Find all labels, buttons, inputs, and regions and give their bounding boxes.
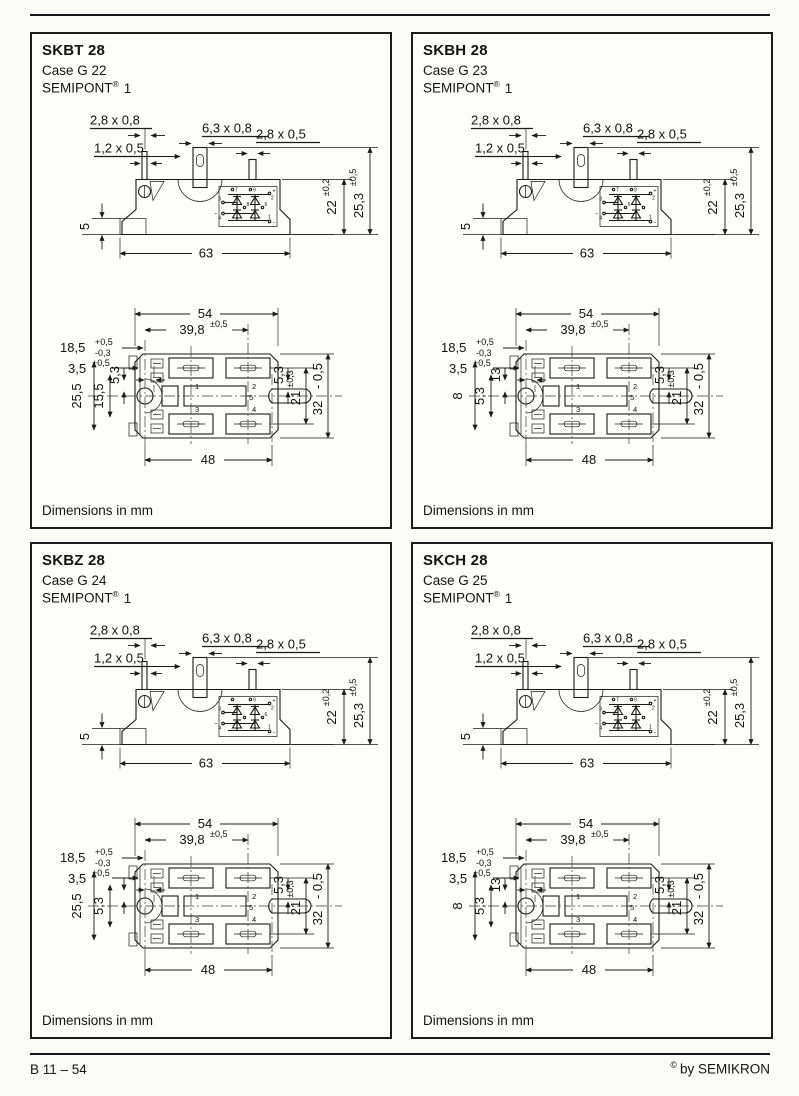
dim-offset2-plus: +0,5 xyxy=(92,867,110,878)
dim-right-small-label: 5,3 xyxy=(271,875,286,894)
module-outline xyxy=(82,147,334,234)
page-top-rule xyxy=(30,14,770,16)
page-number: B 11 – 54 xyxy=(30,1061,87,1077)
dim-offset1-minus: -0,3 xyxy=(476,347,492,358)
terminal-5-number: 5 xyxy=(249,902,254,912)
dim-right-outer-label: 32 xyxy=(310,910,325,926)
case-label: Case G 22 xyxy=(42,63,107,78)
dim-left-a-label: 8 xyxy=(450,902,465,910)
dim-right-small-label: 5,3 xyxy=(271,365,286,384)
module-outline xyxy=(463,147,715,234)
circuit-ac-tilde: ~ xyxy=(214,211,217,218)
side-view-drawing xyxy=(32,607,390,772)
module-title: SKBH 28 xyxy=(423,42,488,59)
dim-right-small-label: 5,3 xyxy=(652,365,667,384)
brand-name: SEMIPONT xyxy=(42,80,113,96)
terminal-3-number: 3 xyxy=(576,404,581,414)
module-panel xyxy=(30,542,392,1039)
circuit-minus-sign: − xyxy=(272,730,276,737)
dim-offset1-minus: -0,3 xyxy=(95,347,111,358)
brand-label xyxy=(423,79,771,97)
dim-offset2-label: 3,5 xyxy=(449,360,468,376)
dim-tab2-label: 1,2 x 0,5 xyxy=(94,140,144,156)
dim-hole-span-label: 48 xyxy=(200,961,216,977)
dimensions-note: Dimensions in mm xyxy=(423,1013,535,1028)
dimensions-note: Dimensions in mm xyxy=(42,1013,154,1028)
fast-on-tab-right xyxy=(630,669,637,689)
fast-on-tab-right xyxy=(249,159,256,179)
circuit-ac1-terminal: 3 xyxy=(218,706,221,713)
dim-tab2-label: 1,2 x 0,5 xyxy=(475,650,525,666)
module-outline xyxy=(82,657,334,744)
brand-label xyxy=(423,589,771,607)
dim-left-c-label: 5,3 xyxy=(107,365,122,384)
circuit-ac1-terminal: 3 xyxy=(599,196,602,203)
dim-tab4-label: 2,8 x 0,5 xyxy=(256,126,306,142)
circuit-plus-sign: + xyxy=(653,188,657,195)
dim-body-height-tol: ±0,2 xyxy=(702,178,712,197)
dim-offset1-label: 18,5 xyxy=(60,339,86,355)
terminal-2-number: 2 xyxy=(633,891,638,901)
terminal-4-number: 4 xyxy=(633,914,638,924)
circuit-gate2-label: 9 xyxy=(253,187,256,194)
dim-left-c-label: 13 xyxy=(488,877,503,893)
dim-left-c-label: 13 xyxy=(488,367,503,383)
brand-series: 1 xyxy=(123,590,132,606)
terminal-3-number: 3 xyxy=(195,404,200,414)
top-dimension-lines xyxy=(475,815,715,976)
terminal-2-number: 2 xyxy=(252,381,257,391)
top-dimension-lines xyxy=(475,305,715,466)
copyright-notice xyxy=(670,1060,770,1077)
dim-body-height-label: 22 xyxy=(705,710,720,725)
dim-total-height-label: 25,3 xyxy=(732,702,747,729)
dim-right-outer-tol: - 0,5 xyxy=(691,872,706,899)
top-dimension-lines xyxy=(94,305,334,466)
dim-flange-height-label: 5 xyxy=(458,222,473,230)
circuit-minus-terminal: 1 xyxy=(268,214,271,221)
top-view-drawing xyxy=(413,262,771,502)
dim-left-b-label: 15,5 xyxy=(91,383,106,409)
module-outline xyxy=(463,657,715,744)
circuit-plus-sign: + xyxy=(272,698,276,705)
dim-width-outer-label: 54 xyxy=(578,305,594,321)
terminal-1-number: 1 xyxy=(195,381,200,391)
dim-flange-height-label: 5 xyxy=(458,732,473,740)
circuit-ac-tilde: ~ xyxy=(214,721,217,728)
terminal-2-number: 2 xyxy=(633,381,638,391)
circuit-diagram xyxy=(214,186,277,226)
dim-offset2-label: 3,5 xyxy=(68,870,87,886)
dim-body-height-tol: ±0,2 xyxy=(321,178,331,197)
brand-name: SEMIPONT xyxy=(423,80,494,96)
case-label: Case G 23 xyxy=(423,63,488,78)
circuit-ac1-terminal: 3 xyxy=(599,706,602,713)
dim-left-a-label: 25,5 xyxy=(69,383,84,409)
circuit-ac1-terminal: 3 xyxy=(218,196,221,203)
side-view-drawing xyxy=(32,97,390,262)
dim-offset2-plus: +0,5 xyxy=(473,357,491,368)
dim-width-inner-tol: ±0,5 xyxy=(591,828,609,839)
circuit-minus-sign: − xyxy=(272,220,276,227)
dim-base-width-label: 63 xyxy=(198,245,214,261)
dim-width-inner-tol: ±0,5 xyxy=(210,318,228,329)
circuit-plus-terminal: 2 xyxy=(271,195,274,202)
dim-offset1-plus: +0,5 xyxy=(95,846,113,857)
dim-tab3-label: 6,3 x 0,8 xyxy=(583,120,633,136)
dim-offset1-label: 18,5 xyxy=(441,849,467,865)
fast-on-tab-small xyxy=(142,661,147,689)
fast-on-tab-small xyxy=(523,151,528,179)
dim-hole-span-label: 48 xyxy=(581,451,597,467)
dim-offset1-plus: +0,5 xyxy=(476,846,494,857)
dim-tab2-label: 1,2 x 0,5 xyxy=(475,140,525,156)
dim-base-width-label: 63 xyxy=(198,755,214,771)
copyright-symbol: © xyxy=(670,1060,677,1070)
dim-right-outer-tol: - 0,5 xyxy=(691,362,706,389)
dim-right-small-label: 5,3 xyxy=(652,875,667,894)
fast-on-tab-small xyxy=(523,661,528,689)
circuit-diagram xyxy=(595,696,658,736)
dim-tab3-label: 6,3 x 0,8 xyxy=(583,630,633,646)
dim-right-mid-tol: ±0,3 xyxy=(285,880,295,898)
registered-mark: ® xyxy=(493,589,500,600)
module-panel xyxy=(411,542,773,1039)
brand-series: 1 xyxy=(123,80,132,96)
fast-on-tab-right xyxy=(249,669,256,689)
dim-body-height-label: 22 xyxy=(324,710,339,725)
top-view-drawing xyxy=(32,262,390,502)
circuit-aux1-terminal: 8 xyxy=(246,201,250,208)
dim-offset1-plus: +0,5 xyxy=(95,336,113,347)
dim-width-outer-label: 54 xyxy=(197,815,213,831)
terminal-numbers xyxy=(195,382,256,414)
dim-total-height-tol: ±0,5 xyxy=(729,168,739,187)
brand-name: SEMIPONT xyxy=(423,590,494,606)
circuit-diagram xyxy=(595,186,658,226)
circuit-gate2-label: 9 xyxy=(634,697,637,704)
terminal-numbers xyxy=(576,382,637,414)
circuit-minus-terminal: 1 xyxy=(649,214,652,221)
dim-base-width-label: 63 xyxy=(579,245,595,261)
circuit-ac2-terminal: 4 xyxy=(599,725,602,732)
terminal-4-number: 4 xyxy=(252,404,257,414)
dim-tab2-label: 1,2 x 0,5 xyxy=(94,650,144,666)
dim-flange-height-label: 5 xyxy=(77,732,92,740)
dim-offset2-label: 3,5 xyxy=(68,360,87,376)
dim-width-inner-label: 39,8 xyxy=(560,321,586,337)
dim-offset1-label: 18,5 xyxy=(60,849,86,865)
circuit-ac-tilde: ~ xyxy=(595,721,598,728)
brand-label xyxy=(42,589,390,607)
dim-width-outer-label: 54 xyxy=(578,815,594,831)
circuit-gate2-label: 9 xyxy=(634,187,637,194)
registered-mark: ® xyxy=(112,79,119,90)
side-view-drawing xyxy=(413,607,771,772)
dim-hole-span-label: 48 xyxy=(200,451,216,467)
module-title: SKBZ 28 xyxy=(42,552,106,569)
terminal-3-number: 3 xyxy=(195,914,200,924)
top-view-drawing xyxy=(413,772,771,1012)
circuit-gate1-label: 7 xyxy=(616,697,619,704)
dim-tab1-label: 2,8 x 0,8 xyxy=(90,112,140,128)
dim-body-height-label: 22 xyxy=(324,200,339,215)
dim-flange-height-label: 5 xyxy=(77,222,92,230)
dim-right-outer-tol: - 0,5 xyxy=(310,362,325,389)
brand-name: SEMIPONT xyxy=(42,590,113,606)
dim-total-height-label: 25,3 xyxy=(351,702,366,729)
dim-tab4-label: 2,8 x 0,5 xyxy=(637,126,687,142)
terminal-5-number: 5 xyxy=(249,392,254,402)
dim-right-mid-tol: ±0,3 xyxy=(285,370,295,388)
registered-mark: ® xyxy=(112,589,119,600)
brand-label xyxy=(42,79,390,97)
dim-hole-span-label: 48 xyxy=(581,961,597,977)
dimensions-note: Dimensions in mm xyxy=(42,503,154,518)
circuit-plus-sign: + xyxy=(272,188,276,195)
fast-on-tab-right xyxy=(630,159,637,179)
module-panel xyxy=(411,32,773,529)
terminal-1-number: 1 xyxy=(195,891,200,901)
dim-offset2-label: 3,5 xyxy=(449,870,468,886)
circuit-gate2-label: 9 xyxy=(253,697,256,704)
dim-right-outer-tol: - 0,5 xyxy=(310,872,325,899)
dim-left-b-label: 5,3 xyxy=(472,386,487,405)
page-footer xyxy=(30,1053,770,1077)
case-label: Case G 24 xyxy=(42,573,107,588)
dim-total-height-label: 25,3 xyxy=(351,192,366,219)
dim-total-height-label: 25,3 xyxy=(732,192,747,219)
dim-width-inner-label: 39,8 xyxy=(179,321,205,337)
dimensions-note: Dimensions in mm xyxy=(423,503,535,518)
circuit-minus-sign: − xyxy=(653,220,657,227)
dim-left-a-label: 8 xyxy=(450,392,465,400)
circuit-diagram xyxy=(214,696,277,736)
terminal-4-number: 4 xyxy=(252,914,257,924)
fast-on-tab-main xyxy=(193,147,207,187)
circuit-ac-tilde: ~ xyxy=(595,211,598,218)
dim-total-height-tol: ±0,5 xyxy=(348,678,358,697)
fast-on-tab-small xyxy=(142,151,147,179)
terminal-1-number: 1 xyxy=(576,891,581,901)
side-view-drawing xyxy=(413,97,771,262)
dim-tab1-label: 2,8 x 0,8 xyxy=(471,112,521,128)
dim-left-a-label: 25,5 xyxy=(69,893,84,919)
dim-tab3-label: 6,3 x 0,8 xyxy=(202,120,252,136)
top-dimension-lines xyxy=(94,815,334,976)
dim-right-mid-label: 21 xyxy=(669,900,684,916)
panel-grid xyxy=(30,32,770,1039)
dim-offset1-label: 18,5 xyxy=(441,339,467,355)
terminal-numbers xyxy=(195,892,256,924)
dim-body-height-tol: ±0,2 xyxy=(702,688,712,707)
dim-left-b-label: 5,3 xyxy=(472,896,487,915)
circuit-plus-sign: + xyxy=(653,698,657,705)
dim-offset1-plus: +0,5 xyxy=(476,336,494,347)
dim-offset1-minus: -0,3 xyxy=(476,857,492,868)
dim-tab3-label: 6,3 x 0,8 xyxy=(202,630,252,646)
dim-offset2-plus: +0,5 xyxy=(92,357,110,368)
dim-tab1-label: 2,8 x 0,8 xyxy=(471,622,521,638)
brand-series: 1 xyxy=(504,590,513,606)
circuit-plus-terminal: 2 xyxy=(652,705,655,712)
terminal-4-number: 4 xyxy=(633,404,638,414)
module-panel xyxy=(30,32,392,529)
fast-on-tab-main xyxy=(193,657,207,697)
module-title: SKCH 28 xyxy=(423,552,488,569)
dim-tab4-label: 2,8 x 0,5 xyxy=(637,636,687,652)
top-view-drawing xyxy=(32,772,390,1012)
circuit-gate1-label: 7 xyxy=(235,187,238,194)
dim-tab4-label: 2,8 x 0,5 xyxy=(256,636,306,652)
dim-base-width-label: 63 xyxy=(579,755,595,771)
dim-total-height-tol: ±0,5 xyxy=(729,678,739,697)
circuit-minus-terminal: 1 xyxy=(268,724,271,731)
circuit-aux1-terminal: 6 xyxy=(627,201,631,208)
dim-right-mid-label: 21 xyxy=(669,390,684,406)
dim-tab1-label: 2,8 x 0,8 xyxy=(90,622,140,638)
circuit-gate1-label: 7 xyxy=(616,187,619,194)
dim-body-height-label: 22 xyxy=(705,200,720,215)
dim-right-outer-label: 32 xyxy=(310,400,325,416)
brand-series: 1 xyxy=(504,80,513,96)
case-label: Case G 25 xyxy=(423,573,488,588)
circuit-ac2-terminal: 4 xyxy=(218,215,221,222)
terminal-numbers xyxy=(576,892,637,924)
terminal-5-number: 5 xyxy=(630,392,635,402)
dim-width-inner-tol: ±0,5 xyxy=(591,318,609,329)
copyright-text: by SEMIKRON xyxy=(679,1061,770,1077)
circuit-minus-sign: − xyxy=(653,730,657,737)
circuit-minus-terminal: 1 xyxy=(649,724,652,731)
module-title: SKBT 28 xyxy=(42,42,106,59)
dim-width-inner-tol: ±0,5 xyxy=(210,828,228,839)
dim-width-inner-label: 39,8 xyxy=(179,831,205,847)
terminal-2-number: 2 xyxy=(252,891,257,901)
dim-width-inner-label: 39,8 xyxy=(560,831,586,847)
circuit-plus-terminal: 2 xyxy=(271,705,274,712)
circuit-aux2-terminal: 6 xyxy=(264,201,268,208)
terminal-3-number: 3 xyxy=(576,914,581,924)
dim-total-height-tol: ±0,5 xyxy=(348,168,358,187)
dim-right-mid-tol: ±0,3 xyxy=(666,880,676,898)
dim-width-outer-label: 54 xyxy=(197,305,213,321)
dim-left-b-label: 5,3 xyxy=(91,896,106,915)
dim-offset2-plus: +0,5 xyxy=(473,867,491,878)
fast-on-tab-main xyxy=(574,147,588,187)
circuit-ac2-terminal: 4 xyxy=(599,215,602,222)
dim-body-height-tol: ±0,2 xyxy=(321,688,331,707)
dim-right-outer-label: 32 xyxy=(691,910,706,926)
terminal-5-number: 5 xyxy=(630,902,635,912)
registered-mark: ® xyxy=(493,79,500,90)
dim-offset1-minus: -0,3 xyxy=(95,857,111,868)
circuit-plus-terminal: 2 xyxy=(652,195,655,202)
terminal-1-number: 1 xyxy=(576,381,581,391)
dim-right-mid-label: 21 xyxy=(288,900,303,916)
dim-right-mid-label: 21 xyxy=(288,390,303,406)
fast-on-tab-main xyxy=(574,657,588,697)
circuit-aux2-terminal: 6 xyxy=(264,711,268,718)
circuit-ac2-terminal: 4 xyxy=(218,725,221,732)
dim-right-outer-label: 32 xyxy=(691,400,706,416)
dim-right-mid-tol: ±0,3 xyxy=(666,370,676,388)
